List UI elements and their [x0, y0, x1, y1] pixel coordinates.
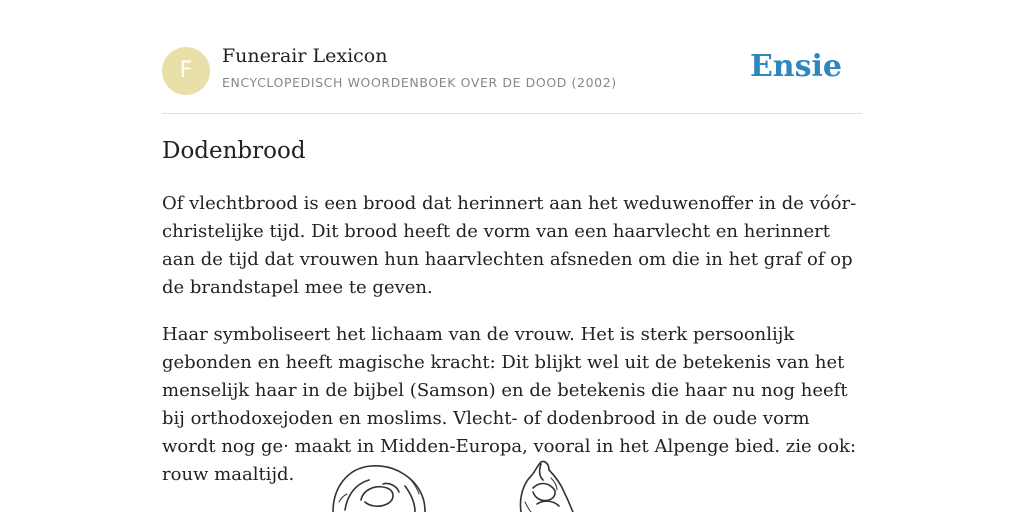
entry-paragraph: Haar symboliseert het lichaam van de vrouw. Het is sterk persoonlijk gebonden en heeft magische kracht: Dit blijkt wel uit de betekenis van het menselijk haar in de bijbel (Samson) en de betekenis die haar nu nog heeft bij orthodoxejoden en moslims. Vlecht- of dodenbrood in de oude vorm wordt nog ge· maakt in Midden-Europa, vooral in het Alpenge bied. zie ook: rouw maaltijd.	[162, 324, 857, 485]
braided-bread-illustration	[325, 458, 615, 512]
book-title[interactable]: Funerair Lexicon	[222, 45, 388, 67]
header-divider	[162, 113, 862, 114]
book-subtitle: ENCYCLOPEDISCH WOORDENBOEK OVER DE DOOD (2002)	[222, 75, 617, 90]
entry-title: Dodenbrood	[162, 138, 306, 164]
book-avatar[interactable]: F	[162, 47, 210, 95]
ensie-logo[interactable]: Ensie	[749, 49, 842, 84]
entry-paragraph: Of vlechtbrood is een brood dat herinnert aan het weduwenoffer in de vóór-christelijke tijd. Dit brood heeft de vorm van een haarvlecht en herinnert aan de tijd dat vrouwen hun haarvlechten afsneden om die in het graf of op de brandstapel mee te geven.	[162, 193, 857, 298]
header	[162, 45, 862, 97]
